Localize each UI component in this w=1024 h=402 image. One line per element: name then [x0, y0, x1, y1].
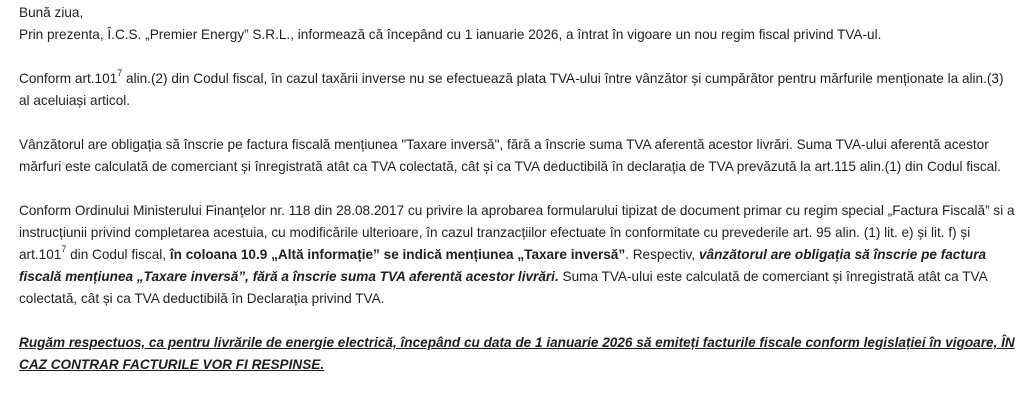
paragraph-ministry-order [19, 200, 1017, 310]
paragraph-seller-obligation: Vânzătorul are obligația să înscrie pe factura fiscală mențiunea "Taxare inversă", fără a înscrie suma TVA aferentă acestor livrări. Suma TVA-ului aferentă acestor mărfuri este calculată de comerciant și înregistrată atât ca TVA colectată, cât și ca TVA deductibilă în declarația de TVA prevăzută la art.115 alin.(1) din Codul fiscal. [19, 137, 1002, 174]
intro-paragraph: Prin prezenta, Î.C.S. „Premier Energy” S.R.L., informează că începând cu 1 ianuarie 2026, a întrat în vigoare un nou regim fiscal privind TVA-ul. [19, 27, 882, 42]
paragraph-art-101 [19, 68, 1017, 112]
p3-bold-column-note: în coloana 10.9 „Altă informație” se indică mențiunea „Taxare inversă” [169, 247, 626, 262]
greeting: Bună ziua, [19, 5, 84, 20]
p1-text-a: Conform art.101 [19, 71, 118, 86]
p3-text-c: . Respectiv, [625, 247, 699, 262]
p1-superscript: 7 [117, 68, 123, 79]
p3-text-a: Conform Ordinului Ministerului Finanțelor nr. 118 din 28.08.2017 cu privire la aprobarea formularului tipizat de document primar cu regim special „Factura Fiscală” si a instrucțiunii privind completarea acestuia, cu modificările ulterioare, în cazul tranzacțiilor efectuate în conformitate cu prevederile art. 95 alin. (1) lit. e) și lit. f) și art.101 [19, 203, 1015, 262]
spacer [19, 46, 1017, 68]
spacer [19, 310, 1017, 332]
p3-bold-italic-obligation: vânzătorul are obligația să înscrie pe factura fiscală mențiunea „Taxare inversă”, fără a înscrie suma TVA aferentă acestor livrări. [19, 247, 987, 284]
spacer [19, 112, 1017, 134]
p1-text-b: alin.(2) din Codul fiscal, în cazul taxării inverse nu se efectuează plata TVA-ului între vânzător și cumpărător pentru mărfurile menționate la alin.(3) al aceluiași articol. [19, 71, 1004, 108]
closing-request: Rugăm respectuos, ca pentru livrările de energie electrică, începând cu data de 1 ianuarie 2026 să emiteți facturile fiscale conform legislației în vigoare, ÎN CAZ CONTRAR FACTURILE VOR FI RESPINSE. [19, 335, 1015, 372]
spacer [19, 178, 1017, 200]
p3-text-d: Suma TVA-ului este calculată de comerciant și înregistrată atât ca TVA colectată, cât și ca TVA deductibilă în Declarația privind TVA. [19, 269, 987, 306]
letter-body [19, 2, 1017, 376]
p3-superscript: 7 [61, 244, 67, 255]
p3-text-b: din Codul fiscal, [66, 247, 170, 262]
